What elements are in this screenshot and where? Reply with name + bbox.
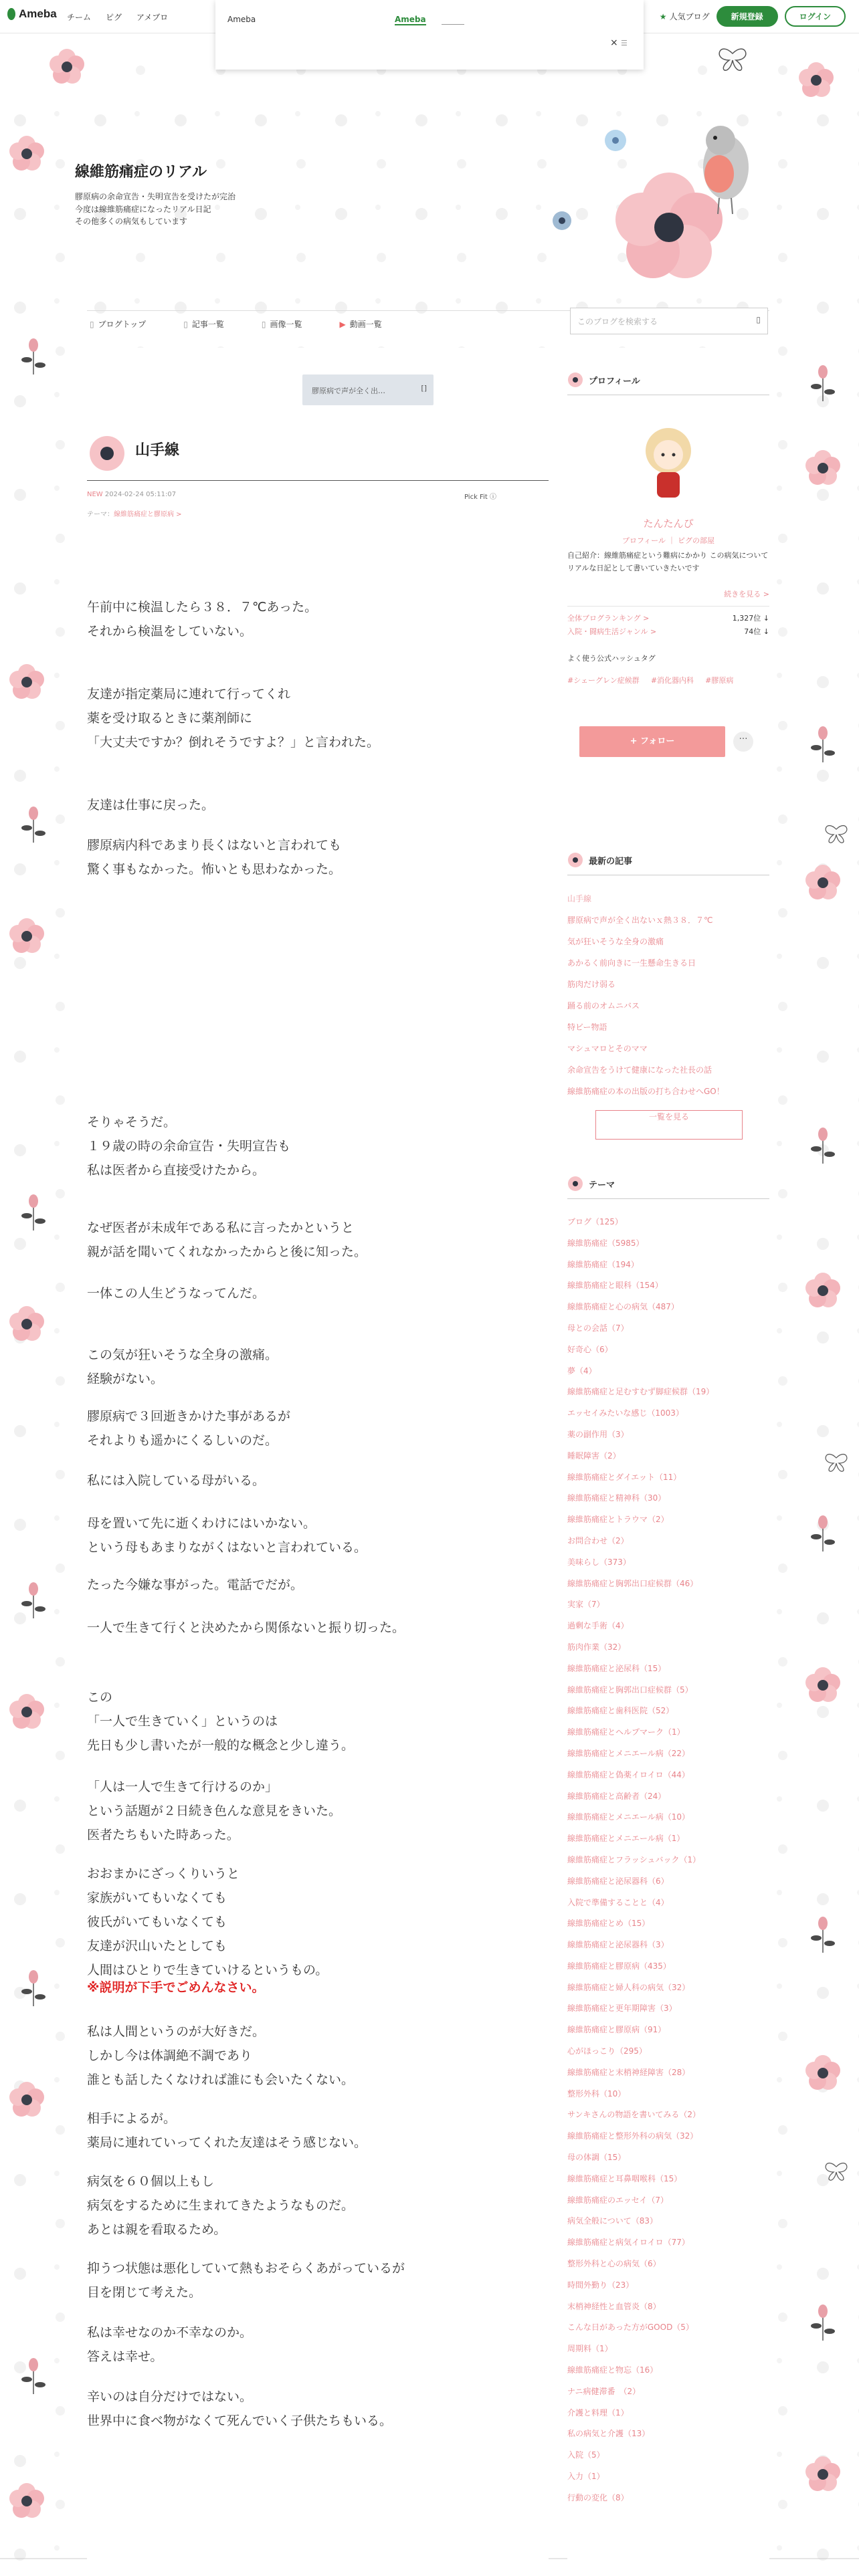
heading-label: 最新の記事 [589,856,633,867]
theme-item[interactable]: 線維筋痛症と膠原病（91） [567,2025,666,2035]
theme-item[interactable]: 心がほっこり（295） [567,2046,647,2056]
nav-label: 動画一覧 [349,320,382,329]
title-divider [87,480,549,481]
flower-icon [567,852,583,868]
theme-item[interactable]: 周期料（1） [567,2344,613,2354]
hashtag-chip[interactable]: #膠原病 [705,676,734,685]
theme-item[interactable]: 入院（5） [567,2450,605,2460]
recent-more-button[interactable]: 一覧を見る [595,1110,743,1140]
theme-item[interactable]: 整形外科と心の病気（6） [567,2259,661,2269]
theme-item[interactable]: 線維筋痛症と胸郭出口症候群（5） [567,1685,693,1695]
dropdown-brand: Ameba [227,15,256,24]
article-flower-icon [87,433,127,473]
ameba-logo[interactable] [7,7,57,21]
dropdown-tab[interactable]: Ameba [395,15,426,24]
paragraph: 母を置いて先に逝くわけにはいかない。 という母もあまりながくはないと言われている。 [87,1516,367,1555]
paragraph: 一人で生きて行くと決めたから関係ないと振り切った。 [87,1620,405,1635]
recent-item[interactable]: 山手線 [567,894,592,903]
theme-item[interactable]: 私の病気と介護（13） [567,2429,650,2439]
theme-item[interactable]: 行動の変化（8） [567,2492,629,2502]
rank-genre-value: 74位 ↓ [744,627,769,636]
info-icon: ⓘ [489,494,496,501]
recent-item[interactable]: 膠原病で声が全く出ないｘ熱３８．７℃ [567,916,713,925]
blog-search-input[interactable] [570,308,768,334]
theme-item[interactable]: 病気全般について（83） [567,2216,658,2226]
ameba-menu-dropdown [215,0,644,70]
heading-label: テーマ [589,1180,615,1190]
page-icon: ▯ [90,319,94,329]
profile-intro: 自己紹介：線維筋痛症という難病にかかり この病気についてリアルな日記として書いていきたいです [567,551,769,572]
recent-list [567,888,769,1102]
paragraph: そりゃそうだ。 １９歳の時の余命宣告・失明宣告も 私は医者から直接受けたから。 [87,1115,291,1178]
nav-entry-list[interactable] [183,318,224,330]
theme-item[interactable]: 夢（4） [567,1366,597,1376]
image-icon: ▯ [261,319,266,329]
theme-item[interactable]: 線維筋痛症とメニエール病（22） [567,1748,690,1758]
theme-item[interactable]: 線維筋痛症（194） [567,1259,639,1269]
paragraph: 一体この人生どうなってんだ。 [87,1286,266,1301]
rank-all-link[interactable]: 全体ブログランキング > [567,614,650,623]
theme-item[interactable]: 末梢神経性と血管炎（8） [567,2301,661,2311]
theme-item[interactable]: 時間外勤り（23） [567,2280,634,2290]
nav-label: 記事一覧 [191,320,224,329]
pickfit-button[interactable] [464,491,496,501]
signup-button[interactable]: 新規登録 [717,6,778,27]
video-icon: ▶ [339,319,346,329]
recent-item[interactable]: 線維筋痛症の本の出版の打ち合わせへGO！ [567,1087,725,1096]
sidebar [567,348,769,2576]
recent-item[interactable]: 踊る前のオムニバス [567,1001,640,1010]
nav-video-list[interactable] [340,318,382,330]
theme-item[interactable]: 線維筋痛症とトラウマ（2） [567,1515,669,1525]
recent-item[interactable]: あかるく前向きに一生懸命生きる日 [567,958,696,968]
theme-item[interactable]: 線維筋痛症と心の病気（487） [567,1302,679,1312]
pickfit-label: Pick Fit [464,494,488,501]
profile-heading [567,372,769,395]
nav-image-list[interactable] [262,318,302,330]
paragraph: 膠原病で３回逝きかけた事があるが それよりも遥かにくるしいのだ。 [87,1409,291,1448]
theme-item[interactable]: 線維筋痛症と眼科（154） [567,1281,663,1291]
theme-item[interactable]: 薬の副作用（3） [567,1429,629,1439]
theme-list [567,1212,769,2509]
recent-item[interactable]: 余命宣告をうけて健康になった社長の話 [567,1065,712,1075]
heading-label: プロフィール [589,376,640,387]
theme-item[interactable]: 好奇心（6） [567,1344,613,1354]
theme-item[interactable]: 線維筋痛症と歯科医院（52） [567,1706,674,1716]
blog-title[interactable]: 線維筋痛症のリアル [75,164,207,181]
theme-item[interactable]: 線維筋痛症と精神科（30） [567,1493,666,1503]
paragraph: この 「一人で生きていく」というのは 先日も少し書いたが一般的な概念と少し違う。 [87,1690,355,1753]
flower-icon [567,1176,583,1192]
theme-item[interactable]: エッセイみたいな感じ（1003） [567,1408,684,1418]
recent-item[interactable]: 筋肉だけ弱る [567,980,616,989]
paragraph: 友達は仕事に戻った。 [87,798,215,813]
theme-item[interactable]: 線維筋痛症とフラッシュバック（1） [567,1854,701,1864]
theme-item[interactable]: 整形外科（10） [567,2088,626,2099]
paragraph: 「人は一人で生きて行けるのか」 という話題が２日続き色んな意見をきいた。 医者たちもいた時あった。 [87,1780,342,1843]
paragraph: 相手によるが。 薬局に連れていってくれた友達はそう感じない。 [87,2111,367,2151]
paragraph: 辛いのは自分だけではない。 世界中に食べ物がなくて死んでいく子供たちもいる。 [87,2389,393,2429]
rank-genre-link[interactable]: 入院・闘病生活ジャンル > [567,627,657,636]
paragraph: なぜ医者が未成年である私に言ったかというと 親が話を聞いてくれなかったからと後に知った。 [87,1220,367,1260]
theme-item[interactable]: 線維筋痛症と泌尿科（15） [567,1663,666,1673]
theme-item[interactable]: 線維筋痛症とめ（15） [567,1919,650,1929]
paragraph: たった今嫌な事がった。電話でだが。 [87,1578,304,1592]
theme-item[interactable]: 線維筋痛症とヘルプマーク（1） [567,1727,685,1737]
nav-label: 画像一覧 [270,320,302,329]
theme-item[interactable]: 線維筋痛症（5985） [567,1238,644,1248]
paragraph: 友達が指定薬局に連れて行ってくれ 薬を受け取るときに薬剤師に 「大丈夫ですか？倒れそうですよ？」と言われた。 [87,687,380,750]
theme-item[interactable]: サンキさんの物語を書いてみる（2） [567,2110,701,2120]
theme-link[interactable]: 線維筋痛症と膠原病 [114,511,174,518]
theme-item[interactable]: 線維筋痛症と足むすむず脚症候群（19） [567,1387,714,1397]
theme-item[interactable]: 線維筋痛症と胸郭出口症候群（46） [567,1578,698,1588]
theme-item[interactable]: お問合わせ（2） [567,1535,629,1545]
avatar[interactable] [632,421,705,502]
theme-item[interactable]: 線維筋痛症と泌尿器科（6） [567,1876,669,1886]
theme-item[interactable]: ナニ病健滞番 （2） [567,2386,641,2396]
theme-item[interactable]: こんな日があった方がGOOD（5） [567,2323,694,2333]
profile-name[interactable]: たんたんぴ [643,518,694,530]
profile-links: プロフィール ｜ ピグの部屋 [622,536,714,545]
article-date: 2024-02-24 05:11:07 [104,491,177,498]
paragraph: 私は幸せなのか不幸なのか。 答えは幸せ。 [87,2325,253,2365]
recent-item[interactable]: マシュマロとそのママ [567,1044,648,1053]
dropdown-divider [442,24,464,25]
paragraph: 膠原病内科であまり長くはないと言われても 驚く事もなかった。怖いとも思わなかった。 [87,838,342,877]
room-link[interactable]: ピグの部屋 [677,536,714,545]
theme-item[interactable]: 美味らし（373） [567,1557,631,1567]
themes-heading [567,1176,769,1199]
paragraph: 午前中に検温したら３８．７℃あった。 それから検温をしていない。 [87,600,318,639]
paragraph: 抑うつ状態は悪化していて熱もおそらくあがっているが 目を閉じて考えた。 [87,2261,405,2300]
login-button[interactable]: ログイン [785,6,846,27]
theme-item[interactable]: 線維筋痛症のエッセイ（7） [567,2195,669,2205]
nav-label: ブログトップ [98,320,147,329]
theme-item[interactable]: 線維筋痛症と病気イロイロ（77） [567,2238,690,2248]
theme-item[interactable]: 過剰な手術（4） [567,1621,629,1631]
highlight-paragraph: ※説明が下手でごめんなさい。 [87,1980,265,1995]
recent-heading [567,852,769,875]
prev-article-link[interactable] [302,374,434,405]
paragraph: この気が狂いそうな全身の激痛。 経験がない。 [87,1348,278,1387]
theme-item[interactable]: 母との会話（7） [567,1323,629,1333]
theme-item[interactable]: 線維筋痛症と耳鼻咽喉科（15） [567,2173,682,2183]
profile-link[interactable]: プロフィール [622,536,666,545]
theme-item[interactable]: 線維筋痛症とメニエール病（10） [567,1812,690,1822]
theme-item[interactable]: 線維筋痛症と泌尿器科（3） [567,1940,669,1950]
theme-item[interactable]: 線維筋痛症と婦人科の病気（32） [567,1982,690,1992]
recent-item[interactable]: 気が狂いそうな全身の激痛 [567,937,664,946]
theme-item[interactable]: 線維筋痛症とダイエット（11） [567,1472,682,1482]
bracket-icon: [] [421,384,427,393]
blog-header [75,160,235,228]
list-icon: ▯ [183,319,188,329]
rank-all-value: 1,327位 ↓ [732,614,769,623]
theme-item[interactable]: 筋肉作業（32） [567,1642,626,1652]
hashtag-list [567,673,741,685]
flower-icon [567,372,583,388]
theme-item[interactable]: 線維筋痛症と物忘（16） [567,2365,658,2375]
theme-label: テーマ： [87,511,114,518]
paragraph: 私は人間というのが大好きだ。 しかし今は体調絶不調であり 誰とも話したくなければ誰にも会いたくない。 [87,2024,355,2088]
logo-text: Ameba [19,7,57,20]
theme-item[interactable]: 線維筋痛症と末梢神経障害（28） [567,2067,690,2077]
theme-item[interactable]: 線維筋痛症と高齢者（24） [567,1791,666,1801]
recent-item[interactable]: 特ビー物語 [567,1023,607,1032]
crown-icon: ★ [659,11,667,21]
divider [567,606,769,607]
hashtag-chip[interactable]: #消化器内科 [650,676,694,685]
theme-item[interactable]: 線維筋痛症と偽薬イロイロ（44） [567,1769,690,1780]
article-meta [87,491,176,498]
paragraph: 病気を６０個以上もし 病気をするために生まれてきたようなものだ。 あとは親を看取るため。 [87,2174,355,2238]
theme-item[interactable]: 母の体調（15） [567,2153,626,2163]
article-theme: テーマ：線維筋痛症と膠原病 > [87,511,182,518]
nav-pigg[interactable]: ピグ [106,13,122,22]
new-badge: NEW [87,491,103,498]
theme-item[interactable]: 睡眠障害（2） [567,1451,621,1461]
ameba-logo-icon [7,7,16,21]
hashtag-chip[interactable]: #シェーグレン症候群 [567,676,640,685]
blog-description: 膠原病の余命宣告・失明宣告を受けたが完治 今度は線維筋痛症になったリアル日記 その他多くの病気もしています [75,192,236,227]
paragraph: 私には入院している母がいる。 [87,1473,266,1488]
menu-icon[interactable]: ☰ [621,39,628,47]
article-title[interactable]: 山手線 [135,442,180,459]
popular-blog-link[interactable] [660,11,710,22]
theme-item[interactable]: ブログ（125） [567,1217,623,1226]
theme-item[interactable]: 線維筋痛症と更年期障害（3） [567,2004,677,2014]
hashtag-heading: よく使う公式ハッシュタグ [567,654,656,663]
theme-item[interactable]: 入院で準備することと（4） [567,1897,669,1907]
theme-item[interactable]: 介護と料理（1） [567,2407,629,2418]
search-placeholder: このブログを検索する [577,317,658,326]
theme-item[interactable]: 線維筋痛症と膠原病（435） [567,1961,671,1971]
nav-blog-top[interactable] [90,318,146,330]
close-icon[interactable]: × [610,37,618,48]
prev-article-title: 膠原病で声が全く出… [312,387,385,395]
popular-label: 人気ブログ [669,12,710,21]
profile-more-link[interactable]: 続きを見る > [724,590,769,599]
article-column [87,348,549,2576]
theme-item[interactable]: 入力（1） [567,2472,605,2482]
paragraph: おおまかにざっくりいうと 家族がいてもいなくても 彼氏がいてもいなくても 友達が沢山いたとしても 人間はひとりで生きていけるというもの。 [87,1866,328,1978]
theme-item[interactable]: 実家（7） [567,1600,605,1610]
nav-team[interactable]: チーム [67,13,92,22]
theme-item[interactable]: 線維筋痛症と整形外科の病気（32） [567,2131,698,2141]
follow-button[interactable]: + フォロー [579,726,725,757]
nav-ameblo[interactable]: アメブロ [136,13,169,22]
more-options-icon[interactable]: … [733,732,753,752]
search-icon[interactable]: ▯ [756,315,761,324]
theme-item[interactable]: 線維筋痛症とメニエール病（1） [567,1834,685,1844]
